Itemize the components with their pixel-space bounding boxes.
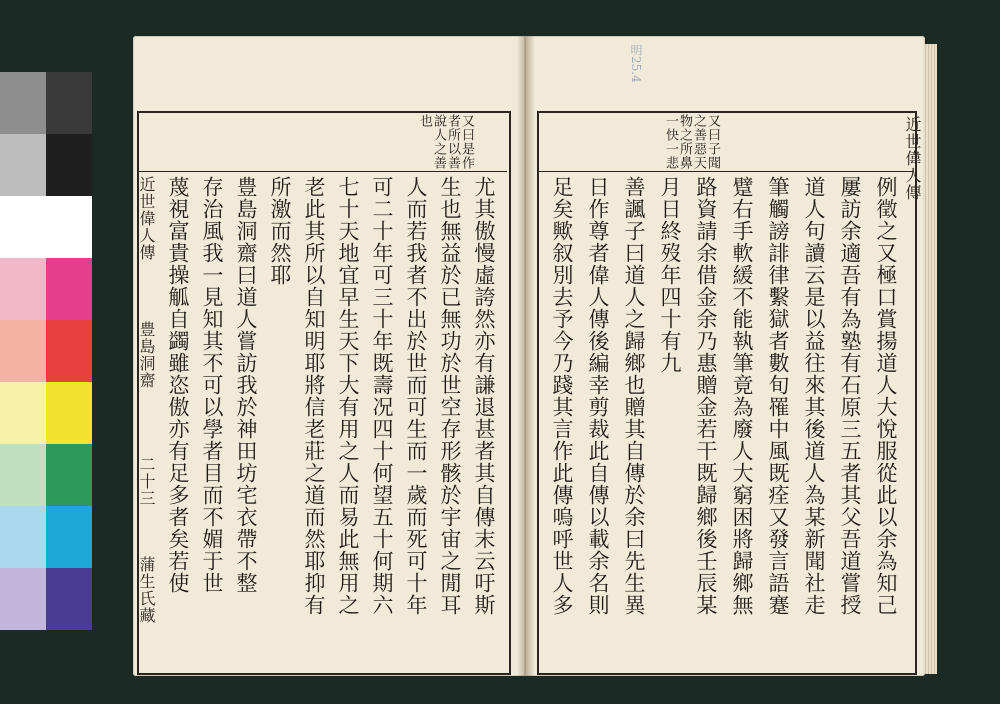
text-column: 屢訪余適吾有為塾有石原三五者其父吾道嘗授 [838,176,862,616]
text-column: 豊島洞齋曰道人嘗訪我於神田坊宅衣帶不整 [234,176,258,594]
right-side-title: 近世偉人傳 [903,116,922,201]
left-side-publisher: 蒲生氏藏 [137,556,156,624]
color-swatch [0,444,46,506]
left-side-page: 二十三 [137,456,156,507]
text-column: 筆觸謗誹律繫獄者數旬罹中風既痊又發言語蹇 [766,176,790,616]
text-column: 道人句讀云是以益往來其後道人為某新聞社走 [802,176,826,616]
text-column: 生也無益於已無功於世空存形骸於宇宙之閒耳 [438,176,462,616]
color-swatch [0,382,46,444]
right-header-rule [537,171,913,172]
text-column: 蔑視富貴操觚自蠲雖恣傲亦有足多者矣若使 [166,176,190,594]
left-side-subtitle: 豊島洞齋 [137,321,156,389]
text-column: 足矣歟叙別去予今乃踐其言作此傳嗚呼世人多 [550,176,574,616]
color-swatch [0,258,46,320]
color-swatch [0,506,46,568]
left-side-title: 近世偉人傳 [137,176,156,261]
color-swatch [46,196,92,258]
text-column: 存治風我一見知其不可以學者目而不媚于世 [200,176,224,594]
text-column: 日作尊者偉人傳後編幸剪裁此自傳以載余名則 [586,176,610,616]
text-column: 人而若我者不出於世而可生而一歲而死可十年 [404,176,428,616]
text-column: 善諷子曰道人之歸鄉也贈其自傳於余曰先生異 [622,176,646,616]
color-swatch [46,72,92,134]
text-column: 可二十年可三十年既壽况四十何望五十何期六 [370,176,394,616]
color-swatch [0,320,46,382]
left-header-note: 又曰是作者所以善說人之善也 [417,114,474,170]
text-column: 七十天地宜早生天下大有用之人而易此無用之 [336,176,360,616]
color-swatch [46,568,92,630]
color-swatch [46,506,92,568]
color-swatch [46,134,92,196]
text-column: 路資請余借金余乃惠贈金若干既歸鄉後壬辰某 [694,176,718,616]
color-calibration-chart [0,72,92,632]
text-column: 所激而然耶 [268,176,292,286]
text-column: 月日終歿年四十有九 [658,176,682,374]
color-swatch [0,134,46,196]
library-stamp: 明25.4 [629,44,643,83]
right-header-note: 又曰子聞之善惡天物之所鼻一快一悲 [663,114,720,170]
book-gutter [517,36,535,676]
color-swatch [0,568,46,630]
open-book [133,36,933,686]
color-swatch [46,258,92,320]
color-swatch [46,382,92,444]
page-edges [923,44,937,674]
color-swatch [0,72,46,134]
color-swatch [46,320,92,382]
text-column: 例徵之又極口賞揚道人大悅服從此以余為知己 [874,176,898,616]
color-swatch [46,444,92,506]
text-column: 老此其所以自知明耶將信老莊之道而然耶抑有 [302,176,326,616]
text-column: 躄右手軟緩不能執筆竟為廢人大窮困將歸鄉無 [730,176,754,616]
text-column: 尤其傲慢虛誇然亦有謙退甚者其自傳末云吁斯 [472,176,496,616]
color-swatch [0,196,46,258]
left-header-rule [137,171,507,172]
